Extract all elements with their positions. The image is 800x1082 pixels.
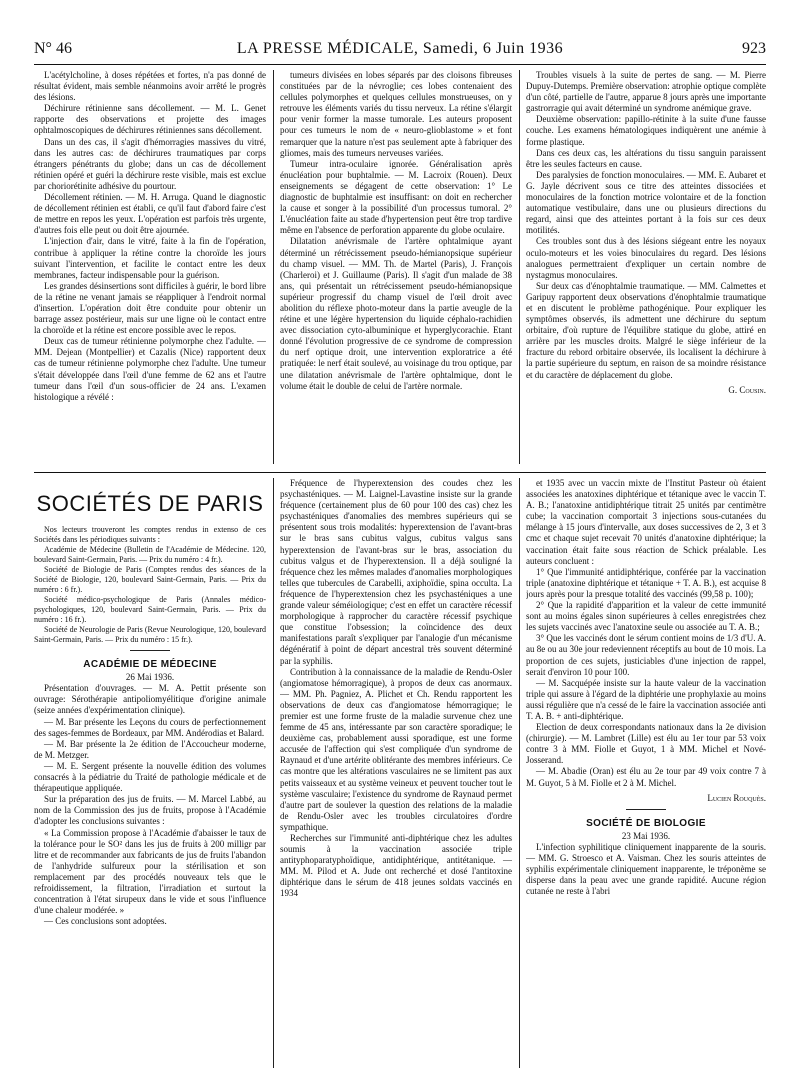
paragraph: Ces troubles sont dus à des lésions siégeant entre les noyaux oculo-moteurs et les voies binoculaires du regard. Des lésions analogues permettraient d'expliquer un certain nombre de nystagmus monoculaires.: [526, 236, 766, 280]
top-column-3: [526, 70, 766, 464]
periodical-item: Société de Biologie de Paris (Comptes rendus des séances de la Société de Biologie, 120, boulevard Saint-Germain, Paris. — Prix du numéro : 6 fr.).: [34, 565, 266, 595]
paragraph: Les grandes désinsertions sont difficiles à guérir, le bord libre de la rétine ne venant jamais se réappliquer à l'endroit normal d'insertion. L'opération doit être conduite pour obtenir un barrage assez postérieur, mais sur une ligne où le contact entre la choroïde et la rétine est encore possible avec le repos.: [34, 280, 266, 336]
paragraph: Des paralysies de fonction monoculaires. — MM. E. Aubaret et G. Jayle décrivent sous ce titre des atteintes dissociées et monoculaires de la fonction motrice volontaire et de la fonction automatique vestibulaire, dans une ou plusieurs directions du regard, ainsi que des atteintes portant à la fois sur ces deux motilités.: [526, 169, 766, 236]
academy-title: ACADÉMIE DE MÉDECINE: [83, 659, 217, 671]
paragraph: 2° Que la rapidité d'apparition et la valeur de cette immunité sont au moins égales sinon supérieures à celles enregistrées chez les sujets vaccinés avec l'anatoxine seule ou associée au T. A. B.;: [526, 600, 766, 633]
author-signature: Lucien Rouquès.: [707, 792, 766, 803]
column-divider: [273, 70, 274, 464]
paragraph: Election de deux correspondants nationaux dans la 2e division (chirurgie). — M. Lambret (Lille) est élu au 1er tour par 53 voix contre 3 à MM. Fiolle et Guyot, 1 à MM. Michel et Nové-Josserand.: [526, 722, 766, 766]
biology-date: 23 Mai 1936.: [621, 830, 671, 841]
paragraph: Contribution à la connaissance de la maladie de Rendu-Osler (angiomatose hémorragique), à propos de deux cas anormaux. — MM. Ph. Pagniez, A. Plichet et Ch. Rendu rapportent les observations de deux cas d'angiomatose hémorragique; le premier est une forme fruste de la maladie survenue chez une femme de 45 ans, intéressante par son caractère sporadique; le deuxième cas, probablement aussi sporadique, est une forme accusée de l'affection qui s'est compliquée d'un syndrome de Raynaud et d'une artérite oblitérante des membres inférieurs. Ce cas montre que les altérations vasculaires ne se limitent pas aux petits vaisseaux et au système veineux et peuvent toucher tout le système vasculaire; l'existence du syndrome de Raynaud permet d'autre part de soulever la question des relations de la maladie de Rendu-Osler avec les troubles circulatoires d'ordre sympathique.: [280, 666, 512, 832]
paragraph: Tumeur intra-oculaire ignorée. Généralisation après énucléation pour buphtalmie. — M. Lacroix (Rouen). Deux enseignements se dégagent de cette observation: 1° Le diagnostic de buphtalmie est insuffisant: on doit en rechercher la cause et songer à la possibilité d'un processus tumoral. 2° L'énucléation faite au stade d'hypertension peut être trop tardive même en l'absence de perforation apparente du globe oculaire.: [280, 158, 512, 236]
paragraph: Troubles visuels à la suite de pertes de sang. — M. Pierre Dupuy-Dutemps. Première observation: atrophie optique complète d'un côté, partielle de l'autre, apparue 8 jours après une importante gastrorragie qui avait déterminé un syndrome anémique grave.: [526, 70, 766, 114]
top-column-2: [280, 70, 512, 464]
paragraph: Deux cas de tumeur rétinienne polymorphe chez l'adulte. — MM. Dejean (Montpellier) et Cazalis (Nice) rapportent deux cas de tumeur rétinienne polymorphe chez l'adulte. Une tumeur s'était développée dans l'œil d'une femme de 62 ans et l'autre tumeur dans l'œil d'un sous-officier de 24 ans. L'examen histologique a révélé :: [34, 336, 266, 402]
paragraph: L'acétylcholine, à doses répétées et fortes, n'a pas donné de résultat évident, mais semble néanmoins avoir arrêté le progrès des lésions.: [34, 70, 266, 103]
paragraph: — M. Bar présente les Leçons du cours de perfectionnement des sages-femmes de Bordeaux, par MM. Andérodias et Balard.: [34, 716, 266, 738]
paragraph: Déchirure rétinienne sans décollement. — M. L. Genet rapporte des observations et projette des images ophtalmoscopiques de déchirures rétiniennes sans décollement.: [34, 103, 266, 136]
notice: Nos lecteurs trouveront les comptes rendus in extenso de ces Sociétés dans les périodiques suivants :: [34, 525, 266, 545]
column-divider: [273, 478, 274, 1068]
paragraph: Présentation d'ouvrages. — M. A. Pettit présente son ouvrage: Sérothérapie antipoliomyélitique d'origine animale (seize années d'expérimentation clinique).: [34, 683, 266, 716]
column-divider: [519, 478, 520, 1068]
biology-title: SOCIÉTÉ DE BIOLOGIE: [586, 817, 706, 829]
divider: [130, 650, 170, 651]
paragraph: Sur la préparation des jus de fruits. — M. Marcel Labbé, au nom de la Commission des jus de fruits, propose à l'Académie d'adopter les conclusions suivantes :: [34, 794, 266, 827]
bottom-column-1: [34, 478, 266, 1068]
page-number-left: N° 46: [34, 40, 72, 57]
section-rule: [34, 472, 766, 473]
page-number-right: 923: [742, 40, 766, 57]
academy-date: 26 Mai 1936.: [125, 672, 175, 683]
header-rule: [34, 64, 766, 65]
paragraph: — Ces conclusions sont adoptées.: [44, 916, 167, 927]
periodical-item: Société médico-psychologique de Paris (Annales médico-psychologiques, 120, boulevard Saint-Germain, Paris. — Prix du numéro : 16 fr.).: [34, 595, 266, 625]
paragraph: et 1935 avec un vaccin mixte de l'Institut Pasteur où étaient associées les anatoxines diphtérique et tétanique avec le vaccin T. A. B.; l'anatoxine antidiphtérique titrait 25 unités par centimètre cube; la vaccination comportait 3 injections sous-cutanées du mélange à 15 jours d'intervalle, aux doses successives de 2, 3 et 3 cmc et chaque sujet recevait 70 unités d'anatoxine diphtérique; la vaccination était faite sous réaction de Schick préalable. Les auteurs concluent :: [526, 478, 766, 566]
author-signature: G. Cousin.: [728, 384, 766, 395]
paragraph: Dans un des cas, il s'agit d'hémorragies massives du vitré, dans les autres cas: de déchirures traumatiques par corps étrangers pénétrants du globe; dans un cas de décollement rétinien opéré et guéri la déchirure reste visible, mais est exclue par choriorétinite adhésive du pourtour.: [34, 136, 266, 191]
paragraph: 1° Que l'immunité antidiphtérique, conférée par la vaccination triple (anatoxine diphtérique et tétanique + T. A. B.), est acquise 8 jours après pour la presque totalité des vaccinés (99,58 p. 100);: [526, 566, 766, 599]
paragraph: Dilatation anévrismale de l'artère ophtalmique ayant déterminé un rétrécissement pseudo-hémianopsique supérieur du champ visuel. — MM. Th. de Martel (Paris), J. François (Charleroi) et J. Guillaume (Paris). Il s'agit d'un malade de 38 ans, qui présentait un rétrécissement pseudo-hémianopsique supérieur progressif du champ visuel de l'œil droit avec abolition du réflexe photo-moteur dans la partie aveugle de la rétine et une légère hypertension du liquide céphalo-rachidien avec dissociation cyto-albuminique et hyperglycorachie. Etant donné l'évolution progressive de ce syndrome de compression du nerf optique droit, une intervention exploratrice a été pratiquée: le nerf était soulevé, au voisinage du trou optique, par une dilatation anévrismale de l'artère ophtalmique, dont le volume était le double de celui de l'artère normale.: [280, 236, 512, 391]
paragraph: Recherches sur l'immunité anti-diphtérique chez les adultes soumis à la vaccination associée triple antityphoparatyphoïdique, antidiphtérique, antitétanique. — MM. M. Pilod et A. Jude ont recherché et dosé l'antitoxine diphtérique dans le sérum de 418 jeunes soldats vaccinés en 1934: [280, 833, 512, 899]
paragraph: — M. E. Sergent présente la nouvelle édition des volumes consacrés à la pédiatrie du Traité de pathologie médicale et de thérapeutique appliquée.: [34, 760, 266, 794]
page-header: [34, 40, 766, 62]
journal-title: LA PRESSE MÉDICALE, Samedi, 6 Juin 1936: [236, 40, 564, 57]
paragraph: — M. Abadie (Oran) est élu au 2e tour par 49 voix contre 7 à M. Guyot, 5 à M. Fiolle et 2 à M. Michel.: [526, 766, 766, 788]
column-divider: [519, 70, 520, 464]
periodical-item: Société de Neurologie de Paris (Revue Neurologique, 120, boulevard Saint-Germain, Paris. — Prix du numéro : 15 fr.).: [34, 625, 266, 645]
paragraph: tumeurs divisées en lobes séparés par des cloisons fibreuses constituées par de la névroglie; ces lobes contenaient des cellules polymorphes et quelques cellules monstrueuses, on y retrouve les éléments variés du tissu nerveux. La rétine s'élargit pour venir former la masse tumorale. Les auteurs proposent pour ces tumeurs le nom de « neuro-glioblastome » et font remarquer que la nature n'est pas seulement apte à fabriquer des gliomes, mais des tumeurs nerveuses variées.: [280, 70, 512, 158]
paragraph: Dans ces deux cas, les altérations du tissu sanguin paraissent être les seules facteurs en cause.: [526, 147, 766, 169]
top-column-1: [34, 70, 266, 464]
periodical-item: Académie de Médecine (Bulletin de l'Académie de Médecine. 120, boulevard Saint-Germain, Paris. — Prix du numéro : 4 fr.).: [34, 545, 266, 565]
paragraph: Deuxième observation: papillo-rétinite à la suite d'une fausse couche. Les examens hématologiques indiquèrent une anémie à forme plastique.: [526, 114, 766, 147]
section-title: SOCIÉTÉS DE PARIS: [36, 491, 264, 516]
paragraph: Décollement rétinien. — M. H. Arruga. Quand le diagnostic de décollement rétinien est établi, ce qu'il faut d'abord faire c'est de mettre en repos les yeux. L'opération est parfois très urgente, d'autres fois elle peut ou doit être ajournée.: [34, 192, 266, 236]
paragraph: L'injection d'air, dans le vitré, faite à la fin de l'opération, contribue à appliquer la rétine contre la choroïde les jours suivant l'intervention, et facilite le contact entre les deux membranes, facteur indispensable pour la guérison.: [34, 236, 266, 280]
paragraph: Fréquence de l'hyperextension des coudes chez les psychasténiques. — M. Laignel-Lavastine insiste sur la grande fréquence (certainement plus de 60 pour 100 des cas) chez les psychasténiques d'anomalies des membres supérieurs qui se présentent sous trois modalités: hyperextension de l'avant-bras sur le bras sans cubitus valgus, cubitus valgus sans hyperextension de l'avant-bras sur le bras, association du cubitus valgus et de l'hyperextension. Il a déjà souligné la fréquence chez les mêmes malades d'anomalies morphologiques telles que tubercules de Carabelli, axiphoïdie, spina occulta. La fréquence de l'hyperextension chez les psychasténiques a une grande valeur séméiologique; c'est en effet un caractère récessif morphologique à rapprocher du caractère récessif psychique que constitue l'obsession; la coïncidence des deux manifestations paraît s'expliquer par l'analogie d'un mécanisme dégénératif à point de départ ancestral très souvent déterminé par la syphilis.: [280, 478, 512, 666]
paragraph: 3° Que les vaccinés dont le sérum contient moins de 1/3 d'U. A. au 8e ou au 30e jour redeviennent réceptifs au bout de 10 mois. La proportion de ces sujets, justiciables d'une injection de rappel, serait d'environ 10 pour 100.: [526, 633, 766, 677]
paragraph: — M. Sacquépée insiste sur la haute valeur de la vaccination triple qui assure à l'égard de la diphtérie une prophylaxie au moins aussi régulière que n'a cessé de le faire la vaccination associée anti T. A. B. + anti-diphtérique.: [526, 677, 766, 721]
paragraph: — M. Bar présente la 2e édition de l'Accoucheur moderne, de M. Metzger.: [34, 738, 266, 760]
divider: [626, 809, 666, 810]
paragraph: Sur deux cas d'énophtalmie traumatique. — MM. Calmettes et Garipuy rapportent deux observations d'énophtalmie traumatique et en discutent le problème pathogénique. Pour expliquer les symptômes observés, ils admettent une déchirure du septum orbitaire, d'où rupture de l'équilibre statique du globe, attiré en arrière par les muscles droits. Malgré le siège inférieur de la fracture du rebord orbitaire observée, ils localisent la déchirure à la partie supérieure du septum, en raison de sa moindre résistance et du caractère de déplacement du globe.: [526, 280, 766, 380]
paragraph: « La Commission propose à l'Académie d'abaisser le taux de la tolérance pour le SO² dans les jus de fruits à 200 milligr par litre et de recommander aux fabricants de jus de fruits l'abandon de l'anhydride sulfureux pour la stérilisation et son remplacement par des procédés nouveaux tels que le refroidissement, la filtration, l'irradiation et surtout la concentration à l'état sirupeux dans le vide et sous l'influence d'une chaleur modérée. »: [34, 827, 266, 916]
paragraph: L'infection syphilitique cliniquement inapparente de la souris. — MM. G. Stroesco et A. Vaisman. Chez les souris atteintes de syphilis expérimentale cliniquement inapparente, le tréponème se disperse dans la peau avec une grande rapidité. Aucune région cutanée ne reste à l'abri: [526, 841, 766, 897]
bottom-column-3: [526, 478, 766, 1068]
bottom-column-2: [280, 478, 512, 1068]
